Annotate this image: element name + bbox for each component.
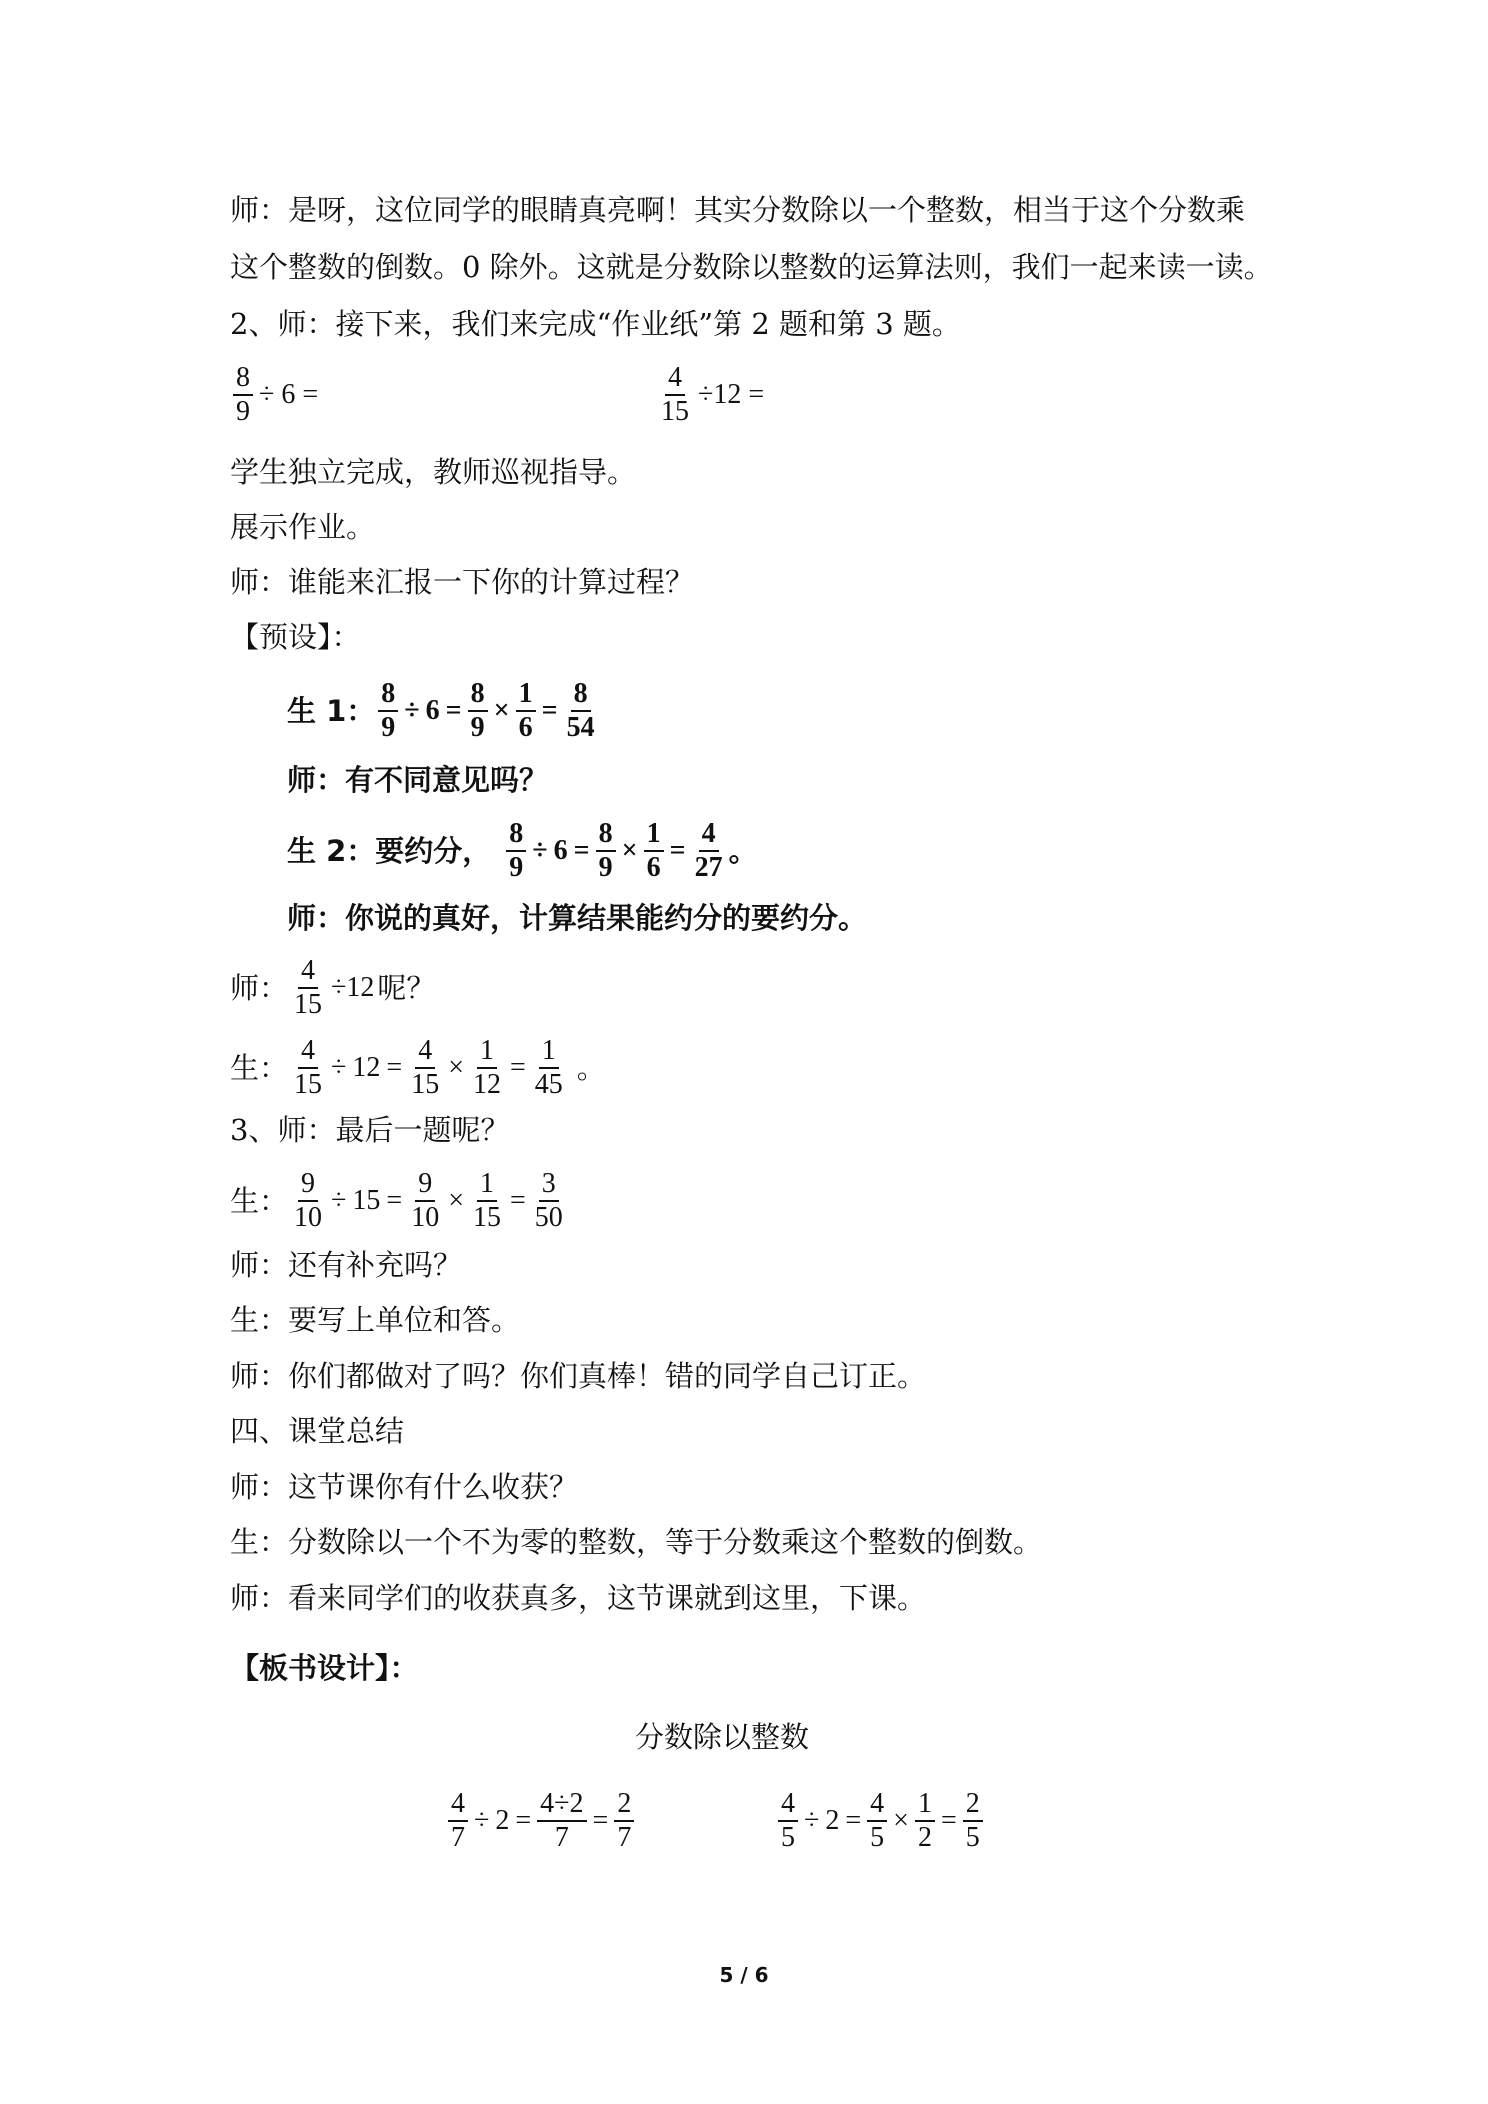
board-design-heading: 【板书设计】： (230, 1651, 419, 1685)
teacher-question: 师： $\frac{4}{15}$ ÷12 呢？ (230, 955, 436, 1020)
text-line-20: 四、课堂总结 (230, 1414, 405, 1448)
student-answer-3: 生： $\frac{9}{10}$ ÷ 15 = $\frac{9}{10}$ × $\frac{1}{15}$ = $\frac{3}{50}$ (230, 1168, 563, 1233)
text-line-15: 3、师：最后一题呢？ (230, 1113, 510, 1147)
student-2-answer: 生 2：要约分， $\frac{8}{9}$ ÷ 6 = $\frac{8}{9}$ × $\frac{1}{6}$ = $\frac{4}{27}$ 。 (287, 818, 758, 883)
fraction: $\frac{4}{15}$ (661, 362, 689, 427)
text-line-17: 师：还有补充吗？ (230, 1248, 463, 1282)
student-1-answer: 生 1： $\frac{8}{9}$ ÷ 6 = $\frac{8}{9}$ × $\frac{1}{6}$ = $\frac{8}{54}$ (287, 678, 595, 743)
text-line-23: 师：看来同学们的收获真多，这节课就到这里，下课。 (230, 1581, 927, 1615)
student-answer-2: 生： $\frac{4}{15}$ ÷ 12 = $\frac{4}{15}$ × $\frac{1}{12}$ = $\frac{1}{45}$ 。 (230, 1035, 606, 1100)
text-line-12: 师：你说的真好，计算结果能约分的要约分。 (287, 901, 868, 935)
board-equation-1: $\frac{4}{7}$ ÷ 2 = $\frac{4\div 2}{7}$ = $\frac{2}{7}$ (445, 1788, 637, 1854)
exercise-1: $\frac{8}{9}$ ÷ 6 = (230, 362, 321, 428)
board-equation-2: $\frac{4}{5}$ ÷ 2 = $\frac{4}{5}$ × $\frac{1}{2}$ = $\frac{2}{5}$ (775, 1788, 986, 1854)
exercise-2: $\frac{4}{15}$ ÷12 = (655, 362, 767, 428)
fraction: $\frac{8}{9}$ (233, 362, 253, 428)
text-line-2: 这个整数的倒数。0 除外。这就是分数除以整数的运算法则，我们一起来读一读。 (230, 250, 1273, 284)
text-line-10: 师：有不同意见吗？ (287, 763, 549, 797)
text-line-6: 展示作业。 (230, 510, 376, 544)
text-line-21: 师：这节课你有什么收获？ (230, 1470, 579, 1504)
text-line-3: 2、师：接下来，我们来完成“作业纸”第 2 题和第 3 题。 (230, 307, 961, 341)
text-line-7: 师：谁能来汇报一下你的计算过程？ (230, 565, 695, 599)
text-line-18: 生：要写上单位和答。 (230, 1303, 521, 1337)
board-title: 分数除以整数 (634, 1720, 809, 1754)
text-line-8: 【预设】： (230, 620, 361, 654)
text-line-1: 师：是呀，这位同学的眼睛真亮啊！其实分数除以一个整数，相当于这个分数乘 (230, 193, 1246, 227)
text-line-22: 生：分数除以一个不为零的整数，等于分数乘这个整数的倒数。 (230, 1525, 1043, 1559)
page-number: 5 / 6 (719, 1963, 769, 1987)
text-line-19: 师：你们都做对了吗？你们真棒！错的同学自己订正。 (230, 1359, 927, 1393)
text-line-5: 学生独立完成，教师巡视指导。 (230, 455, 637, 489)
